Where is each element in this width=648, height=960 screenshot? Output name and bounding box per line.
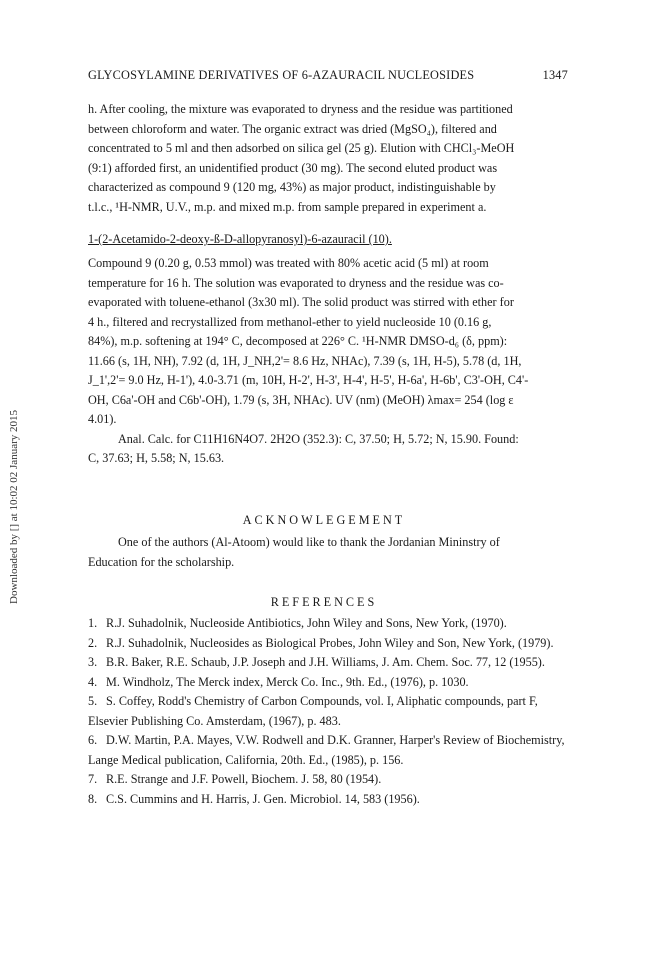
paragraph-line: t.l.c., ¹H-NMR, U.V., m.p. and mixed m.p. from sample prepared in experiment a. [88, 199, 487, 214]
reference-item [88, 673, 578, 693]
paragraph-line: 84%), m.p. softening at 194° C, decomposed at 226° C. ¹H-NMR DMSO-d₆ (δ, ppm): [88, 334, 508, 348]
reference-text: M. Windholz, The Merck index, Merck Co. Inc., 9th. Ed., (1976), p. 1030. [106, 674, 469, 689]
reference-number: 7. [88, 772, 98, 786]
experimental-paragraph-1 [88, 100, 570, 217]
acknowledgement-line: One of the authors (Al-Atoom) would like to thank the Jordanian Mininstry of [118, 535, 500, 549]
paragraph-line: h. After cooling, the mixture was evaporated to dryness and the residue was partitioned [88, 102, 513, 116]
reference-item [88, 731, 578, 770]
reference-number: 3. [88, 655, 98, 669]
reference-item [88, 653, 578, 673]
acknowledgement-heading: ACKNOWLEGEMENT [242, 513, 406, 527]
reference-number: 8. [88, 791, 98, 806]
paragraph-line: characterized as compound 9 (120 mg, 43%) as major product, indistinguishable by [88, 180, 496, 194]
paragraph-line: Compound 9 (0.20 g, 0.53 mmol) was treated with 80% acetic acid (5 ml) at room [88, 256, 489, 270]
reference-item [88, 692, 578, 731]
acknowledgement-text [88, 533, 570, 572]
reference-text: B.R. Baker, R.E. Schaub, J.P. Joseph and J.H. Williams, J. Am. Chem. Soc. 77, 12 (1955). [106, 655, 545, 669]
experimental-paragraph-2 [88, 254, 570, 469]
paragraph-line: (9:1) afforded first, an unidentified product (30 mg). The second eluted product was [88, 160, 498, 175]
reference-text: S. Coffey, Rodd's Chemistry of Carbon Compounds, vol. I, Aliphatic compounds, part F, Elsevier Publishing Co. Amsterdam, (1967), p. 483. [88, 694, 538, 728]
paragraph-line: J_1',2'= 9.0 Hz, H-1'), 4.0-3.71 (m, 10H, H-2', H-3', H-4', H-5', H-6a', H-6b', C3'-OH, C4'- [88, 373, 529, 387]
download-watermark-text: Downloaded by [] at 10:02 02 January 2015 [8, 410, 20, 604]
reference-number: 6. [88, 733, 98, 747]
paragraph-line: OH, C6a'-OH and C6b'-OH), 1.79 (s, 3H, NHAc). UV (nm) (MeOH) λmax= 254 (log ε [88, 392, 514, 407]
reference-text: R.J. Suhadolnik, Nucleoside Antibiotics, John Wiley and Sons, New York, (1970). [106, 616, 507, 630]
paragraph-line: evaporated with toluene-ethanol (3x30 ml). The solid product was stirred with ether for [88, 295, 514, 309]
paragraph-line: 4 h., filtered and recrystallized from methanol-ether to yield nucleoside 10 (0.16 g, [88, 314, 492, 329]
reference-item [88, 614, 578, 634]
reference-item [88, 770, 578, 790]
paragraph-line: concentrated to 5 ml and then adsorbed on silica gel (25 g). Elution with CHCl₃-MeOH [88, 141, 515, 155]
analysis-line: Anal. Calc. for C11H16N4O7. 2H2O (352.3): C, 37.50; H, 5.72; N, 15.90. Found: [118, 431, 519, 446]
paragraph-line: 11.66 (s, 1H, NH), 7.92 (d, 1H, J_NH,2'= 8.6 Hz, NHAc), 7.39 (s, 1H, H-5), 5.78 (d, 1H, [88, 353, 522, 368]
reference-number: 4. [88, 674, 98, 689]
references-list [88, 614, 578, 809]
reference-text: R.J. Suhadolnik, Nucleosides as Biological Probes, John Wiley and Son, New York, (1979). [106, 635, 554, 650]
reference-text: D.W. Martin, P.A. Mayes, V.W. Rodwell and D.K. Granner, Harper's Review of Biochemistry, Lange Medical publication, California, 20th. Ed., (1985), p. 156. [88, 733, 565, 767]
paragraph-line: 4.01). [88, 412, 117, 426]
paragraph-line: temperature for 16 h. The solution was evaporated to dryness and the residue was co- [88, 275, 504, 290]
reference-number: 2. [88, 635, 98, 650]
download-watermark [8, 244, 22, 604]
acknowledgement-line: Education for the scholarship. [88, 554, 235, 569]
reference-text: R.E. Strange and J.F. Powell, Biochem. J. 58, 80 (1954). [106, 772, 382, 786]
analysis-line: C, 37.63; H, 5.58; N, 15.63. [88, 451, 225, 465]
running-head-title: GLYCOSYLAMINE DERIVATIVES OF 6-AZAURACIL NUCLEOSIDES [88, 68, 475, 82]
reference-item [88, 634, 578, 654]
references-heading: REFERENCES [270, 595, 378, 609]
reference-item [88, 790, 578, 810]
reference-number: 1. [88, 616, 98, 630]
reference-text: C.S. Cummins and H. Harris, J. Gen. Microbiol. 14, 583 (1956). [106, 791, 420, 806]
page-number: 1347 [542, 68, 568, 82]
compound-heading: 1-(2-Acetamido-2-deoxy-ß-D-allopyranosyl)-6-azauracil (10). [88, 232, 392, 246]
paragraph-line: between chloroform and water. The organic extract was dried (MgSO₄), filtered and [88, 121, 497, 136]
reference-number: 5. [88, 694, 98, 708]
